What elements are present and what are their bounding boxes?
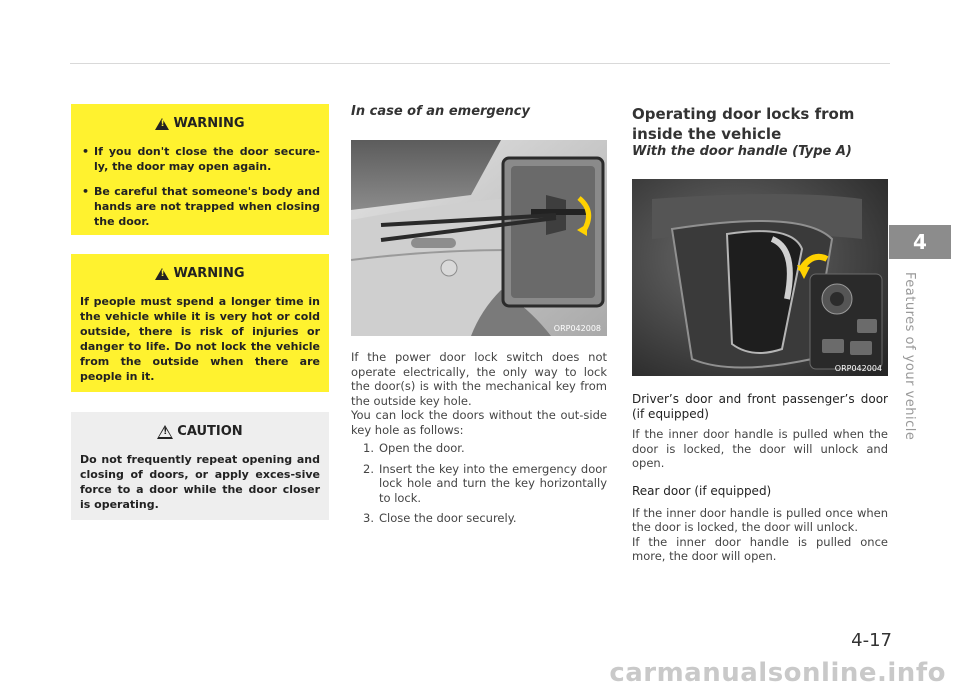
car-door-key-illustration [351, 140, 607, 336]
chapter-title: Features of your vehicle [902, 272, 917, 441]
caution-text: Do not frequently repeat opening and closing of doors, or apply exces-sive force to a door while the door closer is operating. [80, 453, 320, 511]
emergency-section [351, 104, 607, 532]
inside-subheading: With the door handle (Type A) [632, 144, 852, 159]
caution-triangle-icon [157, 425, 173, 439]
image-code: ORP042008 [553, 324, 601, 333]
emergency-heading: In case of an emergency [351, 104, 530, 119]
rear-door-text: If the inner door handle is pulled once when the door is locked, the door will unlock. [632, 505, 888, 534]
rear-door-heading: Rear door (if equipped) [632, 483, 772, 498]
step-item: 3. Close the door securely. [363, 511, 517, 525]
inside-lock-section [632, 104, 888, 564]
door-handle-illustration [632, 179, 888, 376]
step-item: 2. Insert the key into the emergency door lock hole and turn the key horizontally to lock. [363, 461, 607, 505]
watermark: carmanualsonline.info [609, 658, 946, 688]
door-handle-image [632, 179, 888, 376]
warning-triangle-icon [155, 268, 169, 280]
page-number: 4-17 [851, 630, 892, 651]
rear-door-text: If the inner door handle is pulled once more, the door will open. [632, 534, 888, 563]
caution-title: ! CAUTION [80, 424, 320, 439]
warning-box-heat [71, 254, 329, 392]
driver-door-heading: Driver’s door and front passenger’s door (if equipped) [632, 392, 888, 421]
warning-box-door-closing [71, 104, 329, 235]
step-item: 1. Open the door. [363, 441, 465, 455]
warning-bullets [80, 144, 320, 229]
inside-heading: Operating door locks from inside the vehicle [632, 105, 855, 143]
chapter-tab: 4 [889, 225, 951, 259]
top-rule [70, 63, 890, 64]
warning-text: If people must spend a longer time in the vehicle while it is very hot or cold outside, there is risk of injuries or danger to life. Do not lock the vehicle from the outside when there are people in it. [80, 295, 320, 383]
warning-title: ! WARNING [80, 116, 320, 131]
warning-triangle-icon [155, 118, 169, 130]
warning-title: ! WARNING [80, 266, 320, 281]
driver-door-text: If the inner door handle is pulled when the door is locked, the door will unlock and open. [632, 427, 888, 470]
emergency-paragraph: You can lock the doors without the out-side key hole as follows: [351, 408, 607, 437]
image-code: ORP042004 [834, 364, 882, 373]
emergency-door-lock-image [351, 140, 607, 336]
caution-box [71, 412, 329, 520]
warning-bullet: • If you don't close the door secure-ly, the door may open again. [80, 144, 320, 174]
emergency-paragraph: If the power door lock switch does not operate electrically, the only way to lock the door(s) is with the mechanical key from the outside key hole. [351, 350, 607, 408]
warning-bullet: • Be careful that someone's body and hands are not trapped when closing the door. [80, 184, 320, 229]
emergency-steps [351, 441, 607, 526]
